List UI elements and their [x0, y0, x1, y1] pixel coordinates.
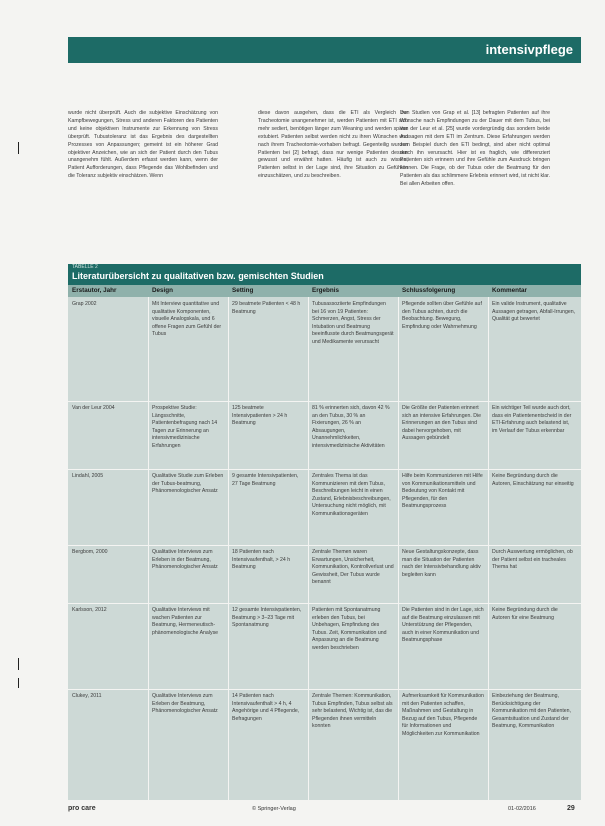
table-cell: Ein valide Instrument, qualitative Aussagen getragen, Abfall-Irrungen, Qualität gut bewertet — [492, 301, 576, 323]
table-cell: Patienten mit Spontanatmung erleben den Tubus, bei Unbehagen, Empfindung des Tubus. Zeit, Kommunikation und Anpassung an die Beatmung werden beschrieben — [312, 607, 387, 651]
table-cell: 81 % erinnerten sich, davon 42 % an den Tubus, 30 % an Fixierungen, 26 % an Absaugungen, Unannehmlichkeiten, intensivmedizinische Aktivitäten — [312, 405, 390, 449]
table-cell: Pflegende sollten über Gefühle auf den Tubus achten, durch die Beobachtung. Bewegung, Empfindung oder Wahrnehmung — [402, 301, 482, 330]
column-header: Erstautor, Jahr — [72, 287, 117, 294]
table-cell: Qualitative Interviews zum Erleben der Beatmung, Phänomenologischer Ansatz — [152, 693, 218, 715]
table-cell: 18 Patienten nach Intensivaufenthalt, > 24 h Beatmung — [232, 549, 291, 571]
table-title-bar — [68, 264, 581, 285]
column-header: Ergebnis — [312, 287, 339, 294]
table-cell: Tubusassoziierte Empfindungen bei 16 von 19 Patienten: Schmerzen, Angst, Stress der Intubation und Beatmung beeinflusste durch Beatmungsgerät und Medikamente verursacht — [312, 301, 394, 345]
table-cell: 14 Patienten nach Intensivaufenthalt > 4 h, 4 Angehörige und 4 Pflegende, Befragungen — [232, 693, 300, 722]
table-row — [68, 297, 581, 402]
table-header-row — [68, 285, 581, 297]
table-row — [68, 401, 581, 470]
footer-issue: 01-02/2016 — [508, 806, 536, 812]
margin-mark — [18, 142, 19, 154]
table-title: Literaturübersicht zu qualitativen bzw. gemischten Studien — [72, 271, 324, 281]
table-cell: Lindahl, 2005 — [72, 473, 104, 479]
table-cell: Die Patienten sind in der Lage, sich auf die Beatmung einzulassen mit Unterstützung der Pflegenden, auch in einer Kommunikation und Beatmungsphase — [402, 607, 484, 644]
table-cell: Keine Begründung durch die Autoren für eine Beatmung — [492, 607, 558, 621]
column-header: Kommentar — [492, 287, 527, 294]
table-cell: Ein wichtiger Teil wurde auch dort, dass ein Patientenentscheid in der ETI-Erfahrung auch belastend ist, im Verlauf der Tubus erkennbar — [492, 405, 572, 434]
table-cell: Qualitative Interviews mit wachen Patienten zur Beatmung, Hermeneutisch-phänomenologische Analyse — [152, 607, 219, 636]
table-cell: Neue Gestaltungskonzepte, dass man die Situation der Patienten nach der Intensivbehandlung aktiv begleiten kann — [402, 549, 481, 578]
table-cell: Van der Leur 2004 — [72, 405, 115, 411]
footer-journal: pro care — [68, 805, 96, 812]
column-text: diese davon ausgehen, dass die ETI als Vergleich zur Tracheotomie unangenehmer ist, werden Patienten mit ETI sich mehr sediert, benötigen länger zum Weaning und werden später extubiert. Patienten selbst werden nicht zu ihren Wünschen und nach ihrem Tracheotomie-vorhaben befragt. Gegenteilig wurden Patienten bei [2] befragt, dass nur wenige Patienten dessen gewusst und erwähnt hatten. Häufig ist auch zu wissen, Patienten selbst in der Lage sind, ihre Situation zu Gefühlen einzuschätzen, und zu beschreiben. — [258, 110, 408, 180]
table-cell: Hilfe beim Kommunizieren mit Hilfe von Kommunikationsmitteln und Bedeutung von Kontakt mit Pflegenden, für den Beatmungsprozess — [402, 473, 483, 510]
table-cell: Zentrales Thema ist das Kommunizieren mit dem Tubus, Beschreibungen leicht in einen Zustand, Erlebnisbeschreibungen, Untersuchung nicht möglich, mit Kommunikationsgeräten — [312, 473, 391, 517]
table-cell: 29 beatmete Patienten < 48 h Beatmung — [232, 301, 301, 315]
section-title: intensivpflege — [485, 42, 573, 57]
text-column-3 — [400, 110, 550, 189]
table-cell: Durch Auswertung ermöglichen, ob der Patient selbst ein tracheales Thema hat — [492, 549, 573, 571]
table-row — [68, 469, 581, 546]
table-row — [68, 603, 581, 690]
table-cell: Keine Begründung durch die Autoren, Einschätzung nur einseitig — [492, 473, 574, 487]
table-cell: Clukey, 2011 — [72, 693, 102, 699]
header-bar — [68, 37, 581, 63]
text-column-2 — [258, 110, 408, 181]
column-text: Den Studien von Grap et al. [13] befragten Patienten auf ihre Wünsche nach Empfindungen zu der Dauer mit dem Tubus, bei van der Leur et al. [25] wurde vordergründig das sondern beide Aussagen mit dem ETI im Zentrum. Diese Erfahrungen werden zum Beispiel durch den ETI bedingt, sind aber nicht optimal durch ihn verursacht. Hier ist es fraglich, wie differenziert Patienten sich erinnern und ihre Gefühle zum Ausdruck bringen können. Die Frage, ob der Tubus oder die Beatmung für den Patienten als das schlimmere Erlebnis erinnert wird, ist nicht klar. Bei allen Arbeiten offen. — [400, 110, 550, 188]
column-header: Schlussfolgerung — [402, 287, 456, 294]
table-cell: 125 beatmete Intensivpatienten > 24 h Beatmung — [232, 405, 288, 427]
table-cell: Mit Interview quantitative und qualitative Komponenten, visuelle Analogskala, und 6 offene Fragen zum Gefühl der Tubus — [152, 301, 222, 338]
table-cell: Karlsson, 2012 — [72, 607, 107, 613]
table-cell: Grap 2002 — [72, 301, 97, 307]
table-cell: Qualitative Interviews zum Erleben in der Beatmung, Phänomenologischer Ansatz — [152, 549, 218, 571]
column-header: Design — [152, 287, 173, 294]
footer-publisher: © Springer-Verlag — [252, 806, 296, 812]
table-cell: Zentrale Themen waren Erwartungen, Unsicherheit, Kommunikation, Kontrollverlust und Gewissheit, Der Tubus wurde benannt — [312, 549, 394, 586]
table-row — [68, 689, 581, 799]
table-cell: Prospektive Studie: Längsschnitte, Patientenbefragung nach 14 Tagen zur Erinnerung an intensivmedizinische Erfahrungen — [152, 405, 218, 449]
page-number: 29 — [567, 805, 575, 812]
table-cell: 12 gesamte Intensivpatienten, Beatmung > 3–23 Tage mit Spontanatmung — [232, 607, 302, 629]
table-row — [68, 545, 581, 604]
literature-table — [68, 264, 581, 800]
column-header: Setting — [232, 287, 254, 294]
table-cell: Aufmerksamkeit für Kommunikation mit den Patienten schaffen, Maßnahmen und Gestaltung in Bezug auf den Tubus, Pflegende für Informationen und Möglichkeiten zur Kommunikation — [402, 693, 484, 737]
table-cell: Bergbom, 2000 — [72, 549, 108, 555]
table-cell: 9 gesamte Intensivpatienten, 27 Tage Beatmung — [232, 473, 299, 487]
table-cell: Qualitative Studie zum Erleben der Tubus-beatmung, Phänomenologischer Ansatz — [152, 473, 224, 495]
table-label: TABELLE 2 — [72, 264, 98, 270]
table-cell: Zentrale Themen: Kommunikation, Tubus Empfinden, Tubus selbst als sehr belastend, Wichtig ist, das die Pflegenden ihnen vermitteln konnten — [312, 693, 393, 730]
table-cell: Einbeziehung der Beatmung, Berücksichtigung der Kommunikation mit den Patienten, Gesamtsituation und Zustand der Beatmung, Kommunikation — [492, 693, 572, 730]
table-cell: Die Größte der Patienten erinnert sich an intensive Erfahrungen. Die Erinnerungen an den Tubus sind dabei hervorgehoben, mit Aussagen gebündelt — [402, 405, 482, 442]
margin-mark — [18, 678, 19, 688]
text-column-1 — [68, 110, 218, 181]
column-text: wurde nicht überprüft. Auch die subjektive Einschätzung von Kampfbewegungen, Stress und anderen Faktoren des Patienten und keine objektiven Instrumente zur Erkennung von Stress überprüft. Tubustoleranz ist das Ergebnis des dargestellten Prozesses von Anpassungen; gemeint ist ein höherer Grad objektiver Anzeichen, wie an sich der Patient durch den Tubus unangenehm fühlt. Außerdem erfasst werden kann, wenn der Patient Aufforderungen, dass Pflegende das Wohlbefinden und die Toleranz subjektiv einschätzen. Wenn — [68, 110, 218, 180]
margin-mark — [18, 658, 19, 670]
